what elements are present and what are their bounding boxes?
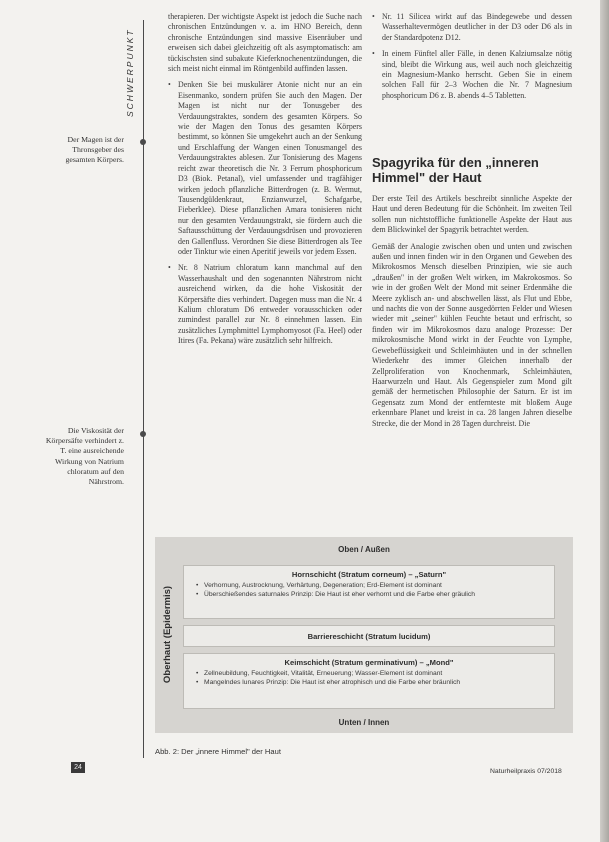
figure-caption: Abb. 2: Der „innere Himmel" der Haut <box>155 747 281 756</box>
paragraph: Der erste Teil des Artikels beschreibt sinnliche Aspekte der Haut und deren Bedeutung für die Schönheit. Im zweiten Teil sollen nun nichtstoffliche funktionelle Aspekte der Haut aus dem Blickwinkel der Spagyrik betrachtet werden. <box>372 194 572 235</box>
margin-note: Die Viskosität der Körpersäfte verhindert z. T. eine ausreichende Wirkung von Natrium chloratum auf den Nährstrom. <box>45 426 124 487</box>
layer-item: • Mangelndes lunares Prinzip: Die Haut ist eher atrophisch und die Farbe eher bräunlich <box>196 678 554 687</box>
journal-footer: Naturheilpraxis 07/2018 <box>490 768 562 775</box>
layer-stratum-lucidum <box>183 625 555 647</box>
diagram-top-label: Oben / Außen <box>338 545 390 554</box>
page-edge-shadow <box>600 0 609 842</box>
layer-item: • Zellneubildung, Feuchtigkeit, Vitalität, Erneuerung; Wasser-Element ist dominant <box>196 669 554 678</box>
margin-divider <box>143 20 144 758</box>
page-number: 24 <box>71 762 85 773</box>
skin-layer-diagram <box>155 537 573 733</box>
layer-item: • Überschießendes saturnales Prinzip: Die Haut ist eher verhornt und die Farbe eher gräulich <box>196 590 554 599</box>
margin-dot <box>140 139 146 145</box>
layer-title: Barriereschicht (Stratum lucidum) <box>307 632 431 641</box>
bullet-paragraph: • Nr. 8 Natrium chloratum kann manchmal auf den Wasserhaushalt und den sogenannten Nährstrom nicht ausreichend wirken, da die hohe Viskosität der Körpersäfte dies verhindert. Dagegen muss man die Nr. 4 Kalium chloratum D6 entweder vorausschicken oder zumindest parallel zur Nr. 8 einnehmen lassen. Ein zusätzliches Lymphmittel Lymphomyosot (Fa. Heel) oder Itires (Fa. Pekana) wäre zusätzlich sehr hilfreich. <box>168 263 362 346</box>
section-heading: Spagyrika für den „inneren Himmel" der Haut <box>372 155 539 185</box>
margin-dot <box>140 431 146 437</box>
section-tag: SCHWERPUNKT <box>125 28 135 118</box>
diagram-side-label <box>155 559 181 709</box>
right-column-bottom <box>372 194 572 435</box>
margin-note: Der Magen ist der Thronsgeber des gesamten Körpers. <box>65 135 124 165</box>
bullet-paragraph: • Denken Sie bei muskulärer Atonie nicht nur an ein Eisenmanko, sondern prüfen Sie auch den Magen. Der Magen ist nicht nur der Tonusgeber des Verdauungstraktes, sondern des gesamten Körpers. So wie der Magen den Tonus des gesamten Körpers bestimmt, so können Sie umgekehrt auch an der Senkung und Erschlaffung der Wangen einen Tonusmangel des Verdauungstraktes ablesen. Zur Tonisierung des Magens reicht zwar theoretisch die Nr. 3 Ferrum phosphoricum D3 (Biok. Petanal), viel umfassender und tragfähiger wirken jedoch pflanzliche Bitterdrogen (z. B. Wermut, Tausendgüldenkraut, Enzianwurzel, Schafgarbe, Fieberklee). Diese pflanzlichen Amara tonisieren nicht nur den gesamten Verdauungstrakt, sie fördern auch die Saftausschüttung der Verdauungsdrüsen und provozieren den Gallenfluss. Verordnen Sie diese Bitterdrogen als Tee oder Tinktur wie einen Aperitif jeweils vor jedem Essen. <box>168 80 362 257</box>
diagram-bottom-label: Unten / Innen <box>338 718 390 727</box>
bullet-paragraph: • Nr. 11 Silicea wirkt auf das Bindegewebe und dessen Wasserhaltevermögen deutlicher in der D3 oder D6 als in der Standardpotenz D12. <box>372 12 572 43</box>
layer-title: Hornschicht (Stratum corneum) – „Saturn" <box>291 570 447 579</box>
layer-stratum-corneum <box>183 565 555 619</box>
right-column-top <box>372 12 572 107</box>
paragraph: Gemäß der Analogie zwischen oben und unten und zwischen außen und innen finden wir in den Organen und Geweben des Mikrokosmos Mensch dieselben Prinzipien, wie sie auch „draußen" in der großen Welt wirken, im Makrokosmos. So wie in der großen Welt der Mond mit seiner Erdenmähe die Meere zyklisch an- und abschwellen lässt, als Flut und Ebbe, und nachts die von der Sonne ausgedörrten Felder und Wiesen wieder mit „seiner" kühlen Feuchte betaut und erfrischt, so finden wir im Mikrokosmos dazu analoge Prozesse: Der mikrokosmische Mond wirkt in der Feuchte von Lymphe, Gewebeflüssigkeit und Schleimhäuten und in der schnellen Wiederkehr des immer Gleichen innerhalb der Zellproliferation von Knochenmark, Schleimhäuten, Haarwurzeln und Haut. Als Gegenspieler zum Mond gilt gemäß der hermetischen Philosophie der Saturn. Er ist im Gegensatz zum Mond der entfernteste mit bloßem Auge erkennbare Planet und kreist in ca. 28 langen Jahren dieselbe Strecke, die der Mond in 28 Tagen durchreist. Die <box>372 241 572 428</box>
paragraph: therapieren. Der wichtigste Aspekt ist jedoch die Suche nach chronischen Entzündungen v. a. im HNO Bereich, denn chronische Entzündungen sind massive Eisenräuber und erweisen sich dabei gleichzeitig oft als asymptomatisch: am tückischsten sind subakute Kieferknochenentzündungen, die sich meist nicht einmal im Röntgenbild auffinden lassen. <box>168 12 362 74</box>
layer-item: • Verhornung, Austrocknung, Verhärtung, Degeneration; Erd-Element ist dominant <box>196 581 554 590</box>
left-column <box>168 12 362 353</box>
layer-stratum-germinativum <box>183 653 555 709</box>
diagram-side-label-text: Oberhaut (Epidermis) <box>162 585 174 683</box>
layer-title: Keimschicht (Stratum germinativum) – „Mond" <box>284 658 454 667</box>
bullet-paragraph: • In einem Fünftel aller Fälle, in denen Kalziumsalze nötig sind, bleibt die Wirkung aus, weil auch noch gleichzeitig ein Magnesium-Manko herrscht. Geben Sie in einem solchen Fall für 2–3 Wochen die Nr. 7 Magnesium phosphoricum D6 z. B. abends 4–5 Tabletten. <box>372 49 572 101</box>
